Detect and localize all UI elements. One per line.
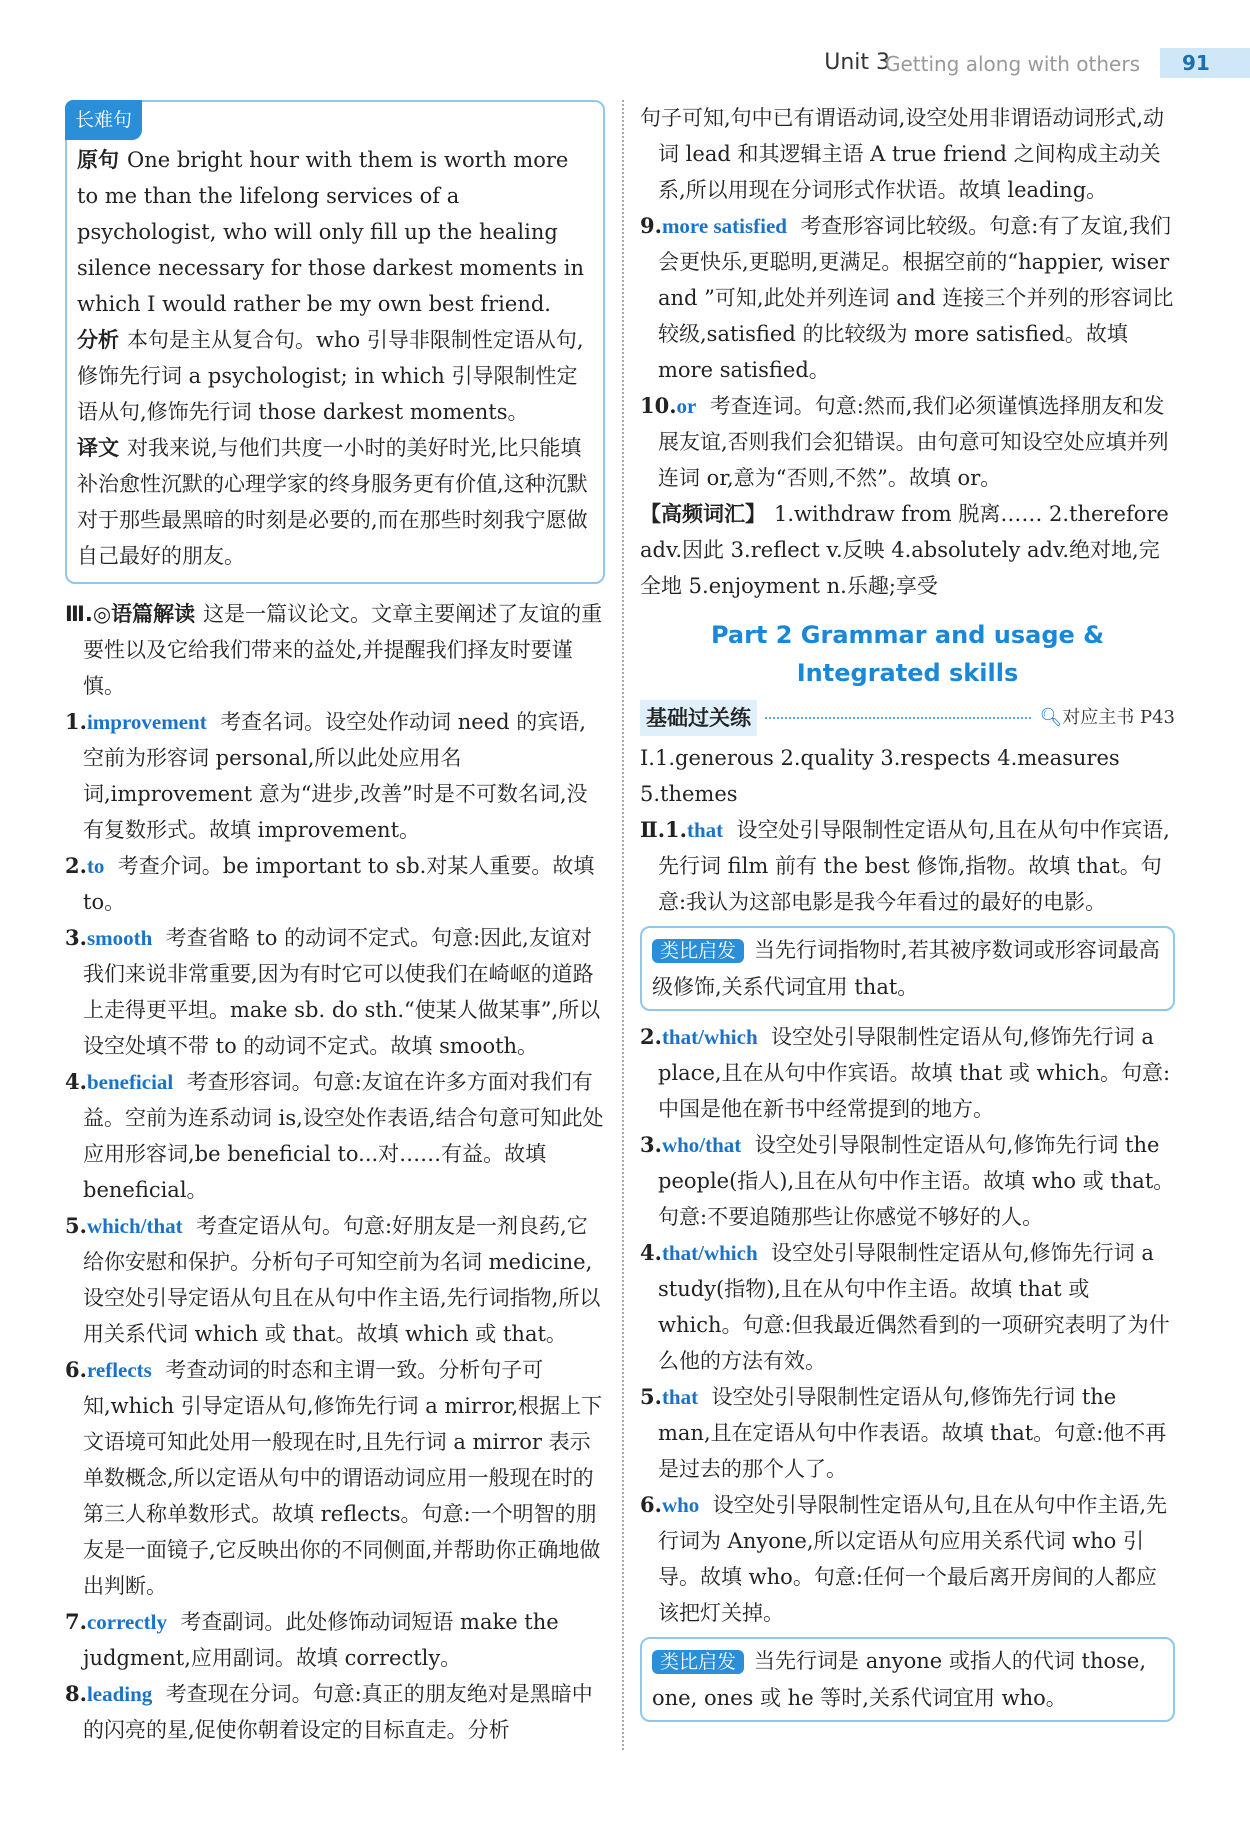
left-answer-list	[65, 704, 605, 1748]
analogy-tip	[640, 1637, 1175, 1722]
answer-item: Ⅱ.1.that 设空处引导限制性定语从句,且在从句中作宾语,先行词 film 前有 the best 修饰,指物。故填 that。句意:我认为这部电影是我今年看过的最好的电影。	[640, 817, 1170, 914]
answer-item: 6.who 设空处引导限制性定语从句,且在从句中作主语,先行词为 Anyone,所以定语从句应用关系代词 who 引导。故填 who。句意:任何一个最后离开房间的人都应该把灯关掉。	[640, 1492, 1168, 1625]
part-i-answers: Ⅰ.1.generous 2.quality 3.respects 4.measures 5.themes	[640, 746, 1120, 806]
section-ref: 🔍︎对应主书 P43	[1039, 707, 1175, 728]
answer-item: 8.leading 考查现在分词。句意:真正的朋友绝对是黑暗中的闪亮的星,促使你朝着设定的目标直走。分析	[65, 1681, 593, 1742]
left-column	[65, 100, 605, 1748]
tip-title: 类比启发	[652, 1650, 744, 1674]
answer-item: 3.who/that 设空处引导限制性定语从句,修饰先行词 the people(指人),且在从句中作主语。故填 who 或 that。句意:不要追随那些让你感觉不够好的人。	[640, 1132, 1175, 1229]
section-header	[640, 700, 1175, 736]
answer-item: 4.beneficial 考查形容词。句意:友谊在许多方面对我们有益。空前为连系动词 is,设空处作表语,结合句意可知此处应用形容词,be beneficial to...对……有益。故填 beneficial。	[65, 1069, 604, 1202]
part-2-title: Part 2 Grammar and usage & Integrated skills	[710, 621, 1105, 687]
answer-item: 1.improvement 考查名词。设空处作动词 need 的宾语,空前为形容词 personal,所以此处应用名词,improvement 意为“进步,改善”时是不可数名词,没有复数形式。故填 improvement。	[65, 709, 588, 842]
section-iii-reading: Ⅲ.◎语篇解读 这是一篇议论文。文章主要阐述了友谊的重要性以及它给我们带来的益处,并提醒我们择友时要谨慎。	[65, 602, 603, 698]
high-frequency-vocab: 【高频词汇】 1.withdraw from 脱离…… 2.therefore adv.因此 3.reflect v.反映 4.absolutely adv.绝对地,完全地 5.enjoyment n.乐趣;享受	[640, 502, 1169, 598]
answer-item: 5.that 设空处引导限制性定语从句,修饰先行词 the man,且在定语从句中作表语。故填 that。句意:他不再是过去的那个人了。	[640, 1384, 1167, 1481]
translation: 译文 对我来说,与他们共度一小时的美好时光,比只能填补治愈性沉默的心理学家的终身服务更有价值,这种沉默对于那些最黑暗的时刻是必要的,而在那些时刻我宁愿做自己最好的朋友。	[77, 436, 588, 568]
answer-item: 6.reflects 考查动词的时态和主谓一致。分析句子可知,which 引导定语从句,修饰先行词 a mirror,根据上下文语境可知此处用一般现在时,且先行词 a mirror 表示单数概念,所以定语从句中的谓语动词应用一般现在时的第三人称单数形式。故填 reflects。句意:一个明智的朋友是一面镜子,它反映出你的不同侧面,并帮助你正确地做出判断。	[65, 1357, 603, 1598]
tip-text: 当先行词指物时,若其被序数词或形容词最高级修饰,关系代词宜用 that。	[652, 938, 1160, 999]
section-dots	[765, 717, 1031, 719]
answer-item: 2.that/which 设空处引导限制性定语从句,修饰先行词 a place,且在从句中作宾语。故填 that 或 which。句意:中国是他在新书中经常提到的地方。	[640, 1024, 1171, 1121]
page-header	[730, 48, 1250, 80]
long-sentence-box	[65, 100, 605, 584]
item-8-continued: 句子可知,句中已有谓语动词,设空处用非谓语动词形式,动词 lead 和其逻辑主语 A true friend 之间构成主动关系,所以用现在分词形式作状语。故填 leading。	[640, 106, 1165, 202]
section-title: 基础过关练	[640, 700, 757, 736]
answer-item: 3.smooth 考查省略 to 的动词不定式。句意:因此,友谊对我们来说非常重要,因为有时它可以使我们在崎岖的道路上走得更平坦。make sb. do sth.“使某人做某事”,所以设空处填不带 to 的动词不定式。故填 smooth。	[65, 925, 601, 1058]
answer-item: 5.which/that 考查定语从句。句意:好朋友是一剂良药,它给你安慰和保护。分析句子可知空前为名词 medicine,设空处引导定语从句且在从句中作主语,先行词指物,所以用关系代词 which 或 that。故填 which 或 that。	[65, 1213, 601, 1346]
column-divider	[622, 100, 624, 1750]
tip-text: 当先行词是 anyone 或指人的代词 those, one, ones 或 he 等时,关系代词宜用 who。	[652, 1649, 1147, 1710]
answer-item: 4.that/which 设空处引导限制性定语从句,修饰先行词 a study(指物),且在从句中作主语。故填 that 或 which。句意:但我最近偶然看到的一项研究表明了为什么他的方法有效。	[640, 1240, 1170, 1373]
analogy-tip	[640, 926, 1175, 1011]
long-sentence-tag: 长难句	[65, 100, 142, 140]
unit-subtitle: Getting along with others	[884, 52, 1140, 76]
tip-title: 类比启发	[652, 939, 744, 963]
page-number: 91	[1160, 48, 1250, 78]
answer-item: 10.or 考查连词。句意:然而,我们必须谨慎选择朋友和发展友谊,否则我们会犯错误。由句意可知设空处应填并列连词 or,意为“否则,不然”。故填 or。	[640, 393, 1169, 490]
answer-item: 9.more satisfied 考查形容词比较级。句意:有了友谊,我们会更快乐,更聪明,更满足。根据空前的“happier, wiser and ”可知,此处并列连词 and 连接三个并列的形容词比较级,satisfied 的比较级为 more satisfied。故填 more satisfied。	[640, 213, 1174, 382]
original-sentence: 原句 One bright hour with them is worth more to me than the lifelong services of a psychologist, who will only fill up the healing silence necessary for those darkest moments in which I would rather be my own best friend.	[77, 148, 585, 316]
answer-item: 2.to 考查介词。be important to sb.对某人重要。故填to。	[65, 853, 595, 914]
right-column	[640, 100, 1175, 1730]
answer-item: 7.correctly 考查副词。此处修饰动词短语 make the judgment,应用副词。故填 correctly。	[65, 1609, 559, 1670]
search-icon: 🔍︎	[1039, 707, 1063, 728]
unit-label: Unit 3	[824, 50, 890, 75]
analysis: 分析 本句是主从复合句。who 引导非限制性定语从句,修饰先行词 a psychologist; in which 引导限制性定语从句,修饰先行词 those darkest moments。	[77, 328, 584, 424]
